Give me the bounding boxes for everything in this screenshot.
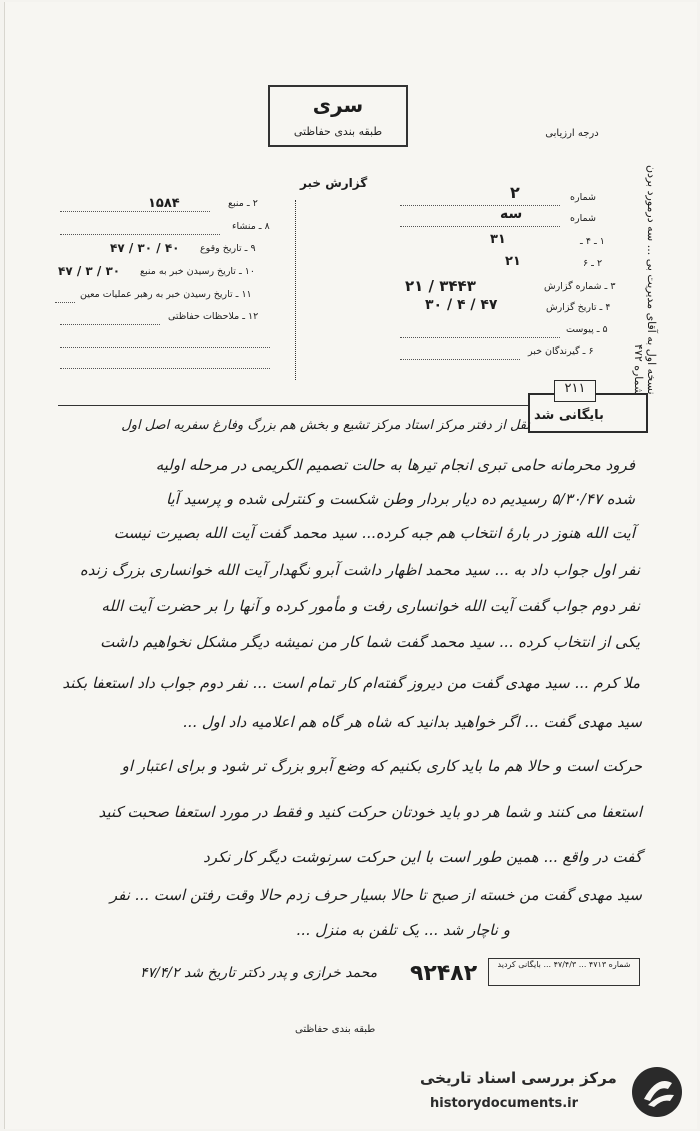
registration-stamp: شماره ۴۷۱۳ ... ۴۷/۴/۳ ... بایگانی کردید <box>488 958 640 986</box>
body-line: و ناچار شد ... یک تلفن به منزل ... <box>296 921 510 939</box>
body-line: نفر اول جواب داد به ... سید محمد اظهار داشت آبرو نگهدار آیت الله خوانساری بزرگ زنده <box>79 561 640 579</box>
field-label: ۶ ـ گیرندگان خبر <box>528 346 594 357</box>
field-value: ۲۱ <box>505 254 521 269</box>
field-label: ۱۰ ـ تاریخ رسیدن خبر به منبع <box>140 266 255 277</box>
field-label: ۸ ـ منشاء <box>232 221 270 232</box>
classification-value: سری <box>312 93 364 117</box>
field-value: ۳۱ <box>490 232 506 247</box>
field-label: ۴ ـ تاریخ گزارش <box>546 302 611 313</box>
field-label: ۵ ـ پیوست <box>566 324 608 335</box>
watermark-logo <box>412 1063 692 1123</box>
body-line: استعفا می کنند و شما هر دو باید خودتان حرکت کنید و فقط در مورد استعفا صحبت کنید <box>98 803 642 821</box>
field-label: ۹ ـ تاریخ وقوع <box>200 243 256 254</box>
field-value: ۱۵۸۴ <box>148 196 180 211</box>
field-label: ۲ ـ منبع <box>228 198 258 209</box>
body-line: نفر دوم جواب گفت آیت الله خوانساری رفت و مأمور کرده و آنها را بر حضرت آیت الله <box>101 597 640 615</box>
body-line: سید مهدی گفت من خسته از صبح تا حالا بسیار حرف زدم حالا وقت رفتن است ... نفر <box>109 886 642 904</box>
field-value: ۳۰ / ۳ / ۴۷ <box>58 264 121 278</box>
body-line: فرود محرمانه حامی تبری انجام تیرها به حالت تصمیم الکریمی در مرحله اولیه <box>155 456 635 474</box>
classification-stamp <box>268 85 408 147</box>
field-label: ۱۲ ـ ملاحظات حفاظتی <box>168 311 259 322</box>
field-label: ۱۱ ـ تاریخ رسیدن خبر به رهبر عملیات معین <box>80 289 252 300</box>
body-line: آیت الله هنوز در بارهٔ انتخاب هم جبه کرده... سید محمد گفت آیت الله بصیرت نیست <box>113 524 635 542</box>
body-line: شده ۵/۳۰/۴۷ رسیدیم ده دیار بردار وطن شکست و کنترلی شده و پرسید آیا <box>165 490 635 508</box>
body-line: سید مهدی گفت ... اگر خواهید بدانید که شاه هر گاه هم اعلامیه داد اول ... <box>182 713 642 731</box>
closing-signature: محمد خرازی و پدر دکتر تاریخ شد ۴۷/۴/۲ <box>140 965 378 981</box>
body-line: ملا کرم ... سید مهدی گفت من دیروز گفته‌ام کار تمام است ... نفر دوم جواب داد استعفا بکند <box>62 674 640 692</box>
column-divider <box>295 200 296 380</box>
document-number: ۹۲۴۸۲ <box>410 961 478 986</box>
archive-center-icon <box>630 1065 684 1119</box>
field-label: شماره <box>570 192 596 203</box>
body-line: حرکت است و حالا هم ما باید کاری بکنیم که وضع آبرو بزرگ تر شود و برای اعتبار او <box>121 757 642 775</box>
field-value: سه <box>500 206 523 222</box>
watermark-url: historydocuments.ir <box>430 1096 579 1111</box>
footer-classification: طبقه بندی حفاظتی <box>295 1024 376 1035</box>
body-line: گفت در واقع ... همین طور است با این حرکت سرنوشت دیگر کار نکرد <box>203 848 642 866</box>
field-value: ۳۴۴۳ / ۲۱ <box>405 277 476 295</box>
archive-label: بایگانی شد <box>534 408 604 423</box>
classification-caption: طبقه بندی حفاظتی <box>293 125 383 138</box>
field-label: ۲ ـ ۶ <box>583 258 603 269</box>
field-label: شماره <box>570 213 596 224</box>
evaluation-label: درجه ارزیابی <box>545 128 599 139</box>
field-value: ۲ <box>510 183 520 202</box>
watermark-title: مرکز بررسی اسناد تاریخی <box>420 1069 617 1087</box>
header-separator <box>58 405 528 406</box>
body-line: یکی از انتخاب کرده ... سید محمد گفت شما کار من نمیشه دیگر مشکل نخواهیم داشت <box>100 633 640 651</box>
report-heading: گزارش خبر <box>300 176 368 190</box>
field-label: ۳ ـ شماره گزارش <box>544 281 616 292</box>
field-value: ۴۰ / ۳۰ / ۴۷ <box>110 241 180 255</box>
archive-number: ۲۱۱ <box>554 380 596 402</box>
subject-line: نقل از دفتر مرکز استاد مرکز تشیع و بخش هم بزرگ وفارغ سفریه اصل اول <box>121 418 530 433</box>
faded-letterhead <box>360 60 364 75</box>
field-value: ۴۷ / ۴ / ۳۰ <box>425 297 498 313</box>
field-label: ۱ ـ ۴ ـ <box>580 236 605 247</box>
margin-note: نسخه اول به آقای مدیریت بی ... سه درمورد بردن شماره ۴۷۲ <box>632 165 658 395</box>
